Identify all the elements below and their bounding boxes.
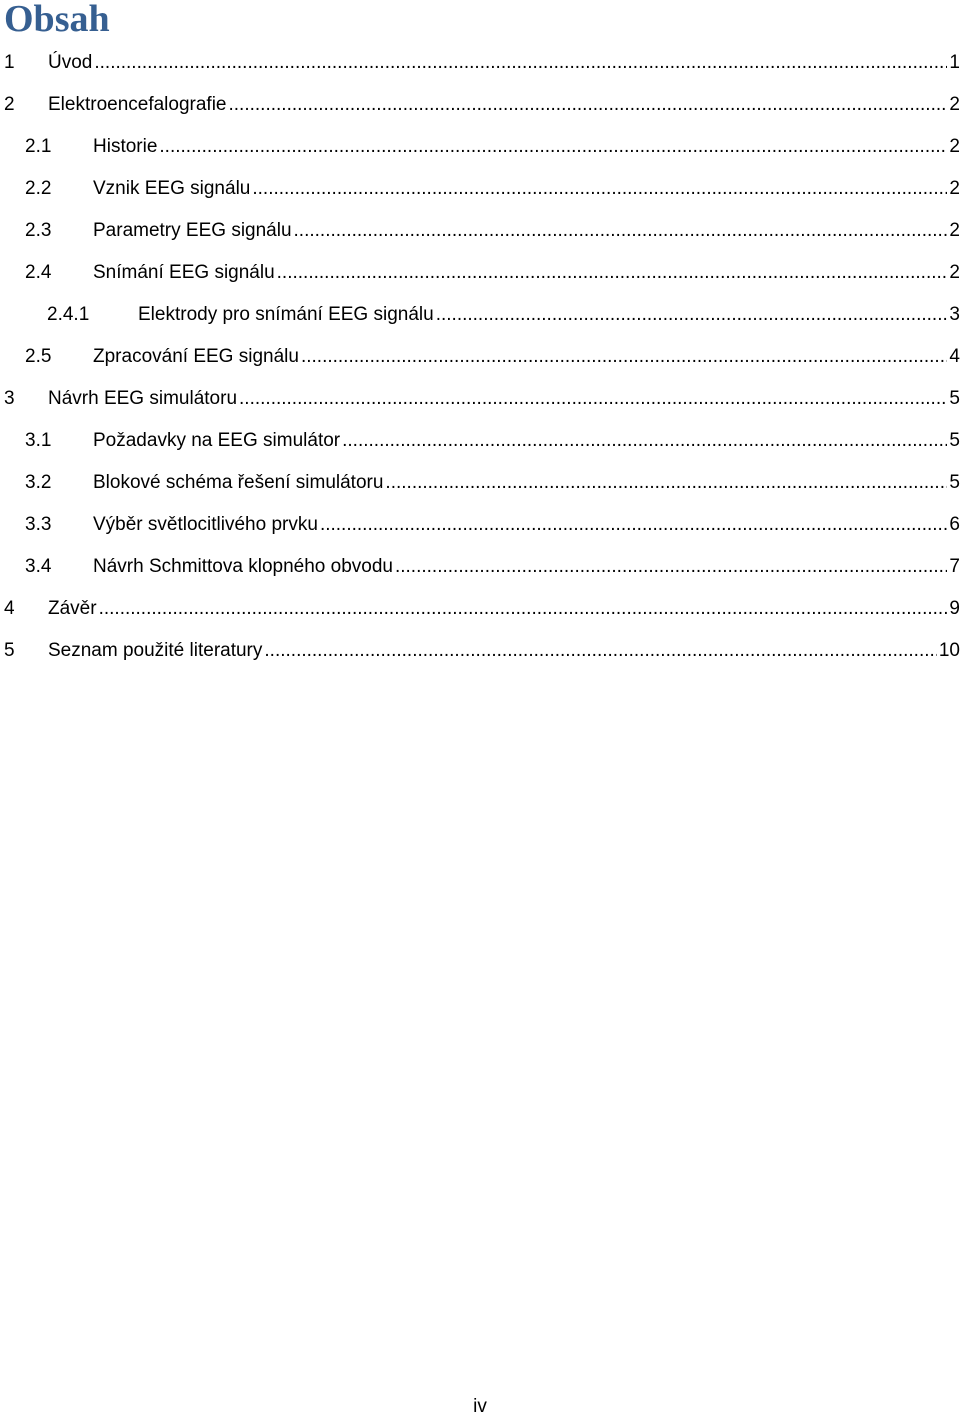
toc-dot-leader: [320, 504, 947, 546]
toc-entry-page[interactable]: 4: [949, 346, 960, 367]
toc-dot-leader: [264, 630, 936, 672]
toc-entry[interactable]: [0, 378, 960, 420]
toc-entry-number: 5: [4, 640, 15, 661]
toc-entry-page[interactable]: 2: [949, 178, 960, 199]
toc-entry-number: 2: [4, 94, 15, 115]
toc-dot-leader: [252, 168, 947, 210]
toc-entry-line: [138, 294, 960, 336]
toc-entry-line: [93, 462, 960, 504]
toc-entry-line: [48, 378, 960, 420]
toc-entry[interactable]: [0, 168, 960, 210]
toc-entry[interactable]: [0, 504, 960, 546]
toc-entry-page[interactable]: 6: [949, 514, 960, 535]
toc-entry-title[interactable]: Historie: [93, 136, 158, 157]
toc-entry-number: 3.2: [25, 472, 52, 493]
toc-entry-line: [48, 588, 960, 630]
toc-entry-title[interactable]: Parametry EEG signálu: [93, 220, 292, 241]
toc-entry-line: [48, 84, 960, 126]
toc-entry-page[interactable]: 2: [949, 136, 960, 157]
toc-entry-page[interactable]: 1: [949, 52, 960, 73]
toc-entry-number: 3.3: [25, 514, 52, 535]
toc-dot-leader: [277, 252, 948, 294]
toc-entry[interactable]: [0, 84, 960, 126]
toc-entry-title[interactable]: Seznam použité literatury: [48, 640, 263, 661]
toc-entry-page[interactable]: 2: [949, 220, 960, 241]
toc-entry-line: [93, 546, 960, 588]
toc-entry-number: 1: [4, 52, 15, 73]
toc-dot-leader: [239, 378, 947, 420]
toc-entry[interactable]: [0, 546, 960, 588]
toc-entry-number: 4: [4, 598, 15, 619]
toc-dot-leader: [229, 84, 948, 126]
toc-entry-line: [48, 630, 960, 672]
toc-entry-title[interactable]: Zpracování EEG signálu: [93, 346, 299, 367]
toc-entry-page[interactable]: 5: [949, 472, 960, 493]
table-of-contents: [0, 42, 960, 672]
toc-entry-page[interactable]: 10: [938, 640, 960, 661]
toc-entry-page[interactable]: 3: [949, 304, 960, 325]
toc-entry-title[interactable]: Elektrody pro snímání EEG signálu: [138, 304, 434, 325]
toc-entry-number: 3.4: [25, 556, 52, 577]
toc-dot-leader: [395, 546, 947, 588]
toc-entry-page[interactable]: 2: [949, 94, 960, 115]
toc-entry[interactable]: [0, 42, 960, 84]
toc-entry[interactable]: [0, 462, 960, 504]
toc-entry-number: 2.1: [25, 136, 52, 157]
toc-dot-leader: [99, 588, 948, 630]
toc-entry-title[interactable]: Blokové schéma řešení simulátoru: [93, 472, 384, 493]
toc-entry[interactable]: [0, 420, 960, 462]
toc-entry-line: [93, 420, 960, 462]
toc-dot-leader: [301, 336, 947, 378]
toc-entry-title[interactable]: Návrh Schmittova klopného obvodu: [93, 556, 393, 577]
toc-entry-title[interactable]: Závěr: [48, 598, 97, 619]
toc-entry-number: 2.2: [25, 178, 52, 199]
toc-entry[interactable]: [0, 252, 960, 294]
toc-dot-leader: [294, 210, 948, 252]
toc-dot-leader: [385, 462, 947, 504]
toc-entry-title[interactable]: Návrh EEG simulátoru: [48, 388, 238, 409]
toc-entry-line: [93, 336, 960, 378]
toc-entry-title[interactable]: Požadavky na EEG simulátor: [93, 430, 341, 451]
toc-entry-line: [93, 126, 960, 168]
toc-entry[interactable]: [0, 210, 960, 252]
toc-dot-leader: [94, 42, 947, 84]
toc-entry-line: [93, 504, 960, 546]
page-title: Obsah: [4, 0, 110, 40]
toc-entry-line: [93, 252, 960, 294]
toc-entry-title[interactable]: Snímání EEG signálu: [93, 262, 275, 283]
toc-dot-leader: [436, 294, 948, 336]
toc-entry-page[interactable]: 9: [949, 598, 960, 619]
toc-entry-line: [93, 210, 960, 252]
toc-entry-line: [93, 168, 960, 210]
toc-dot-leader: [342, 420, 947, 462]
toc-entry[interactable]: [0, 126, 960, 168]
toc-entry-line: [48, 42, 960, 84]
toc-entry-page[interactable]: 7: [949, 556, 960, 577]
toc-entry-number: 2.4.1: [47, 304, 90, 325]
toc-entry-title[interactable]: Elektroencefalografie: [48, 94, 227, 115]
toc-entry-title[interactable]: Výběr světlocitlivého prvku: [93, 514, 318, 535]
page-number: iv: [473, 1396, 487, 1417]
toc-entry[interactable]: [0, 588, 960, 630]
toc-entry[interactable]: [0, 630, 960, 672]
toc-dot-leader: [159, 126, 947, 168]
toc-entry-number: 2.4: [25, 262, 52, 283]
toc-entry[interactable]: [0, 294, 960, 336]
toc-entry-title[interactable]: Úvod: [48, 52, 93, 73]
toc-entry[interactable]: [0, 336, 960, 378]
toc-entry-number: 3.1: [25, 430, 52, 451]
toc-entry-number: 2.5: [25, 346, 52, 367]
toc-entry-page[interactable]: 2: [949, 262, 960, 283]
toc-entry-page[interactable]: 5: [949, 388, 960, 409]
toc-entry-title[interactable]: Vznik EEG signálu: [93, 178, 251, 199]
toc-entry-number: 2.3: [25, 220, 52, 241]
toc-entry-number: 3: [4, 388, 15, 409]
toc-entry-page[interactable]: 5: [949, 430, 960, 451]
